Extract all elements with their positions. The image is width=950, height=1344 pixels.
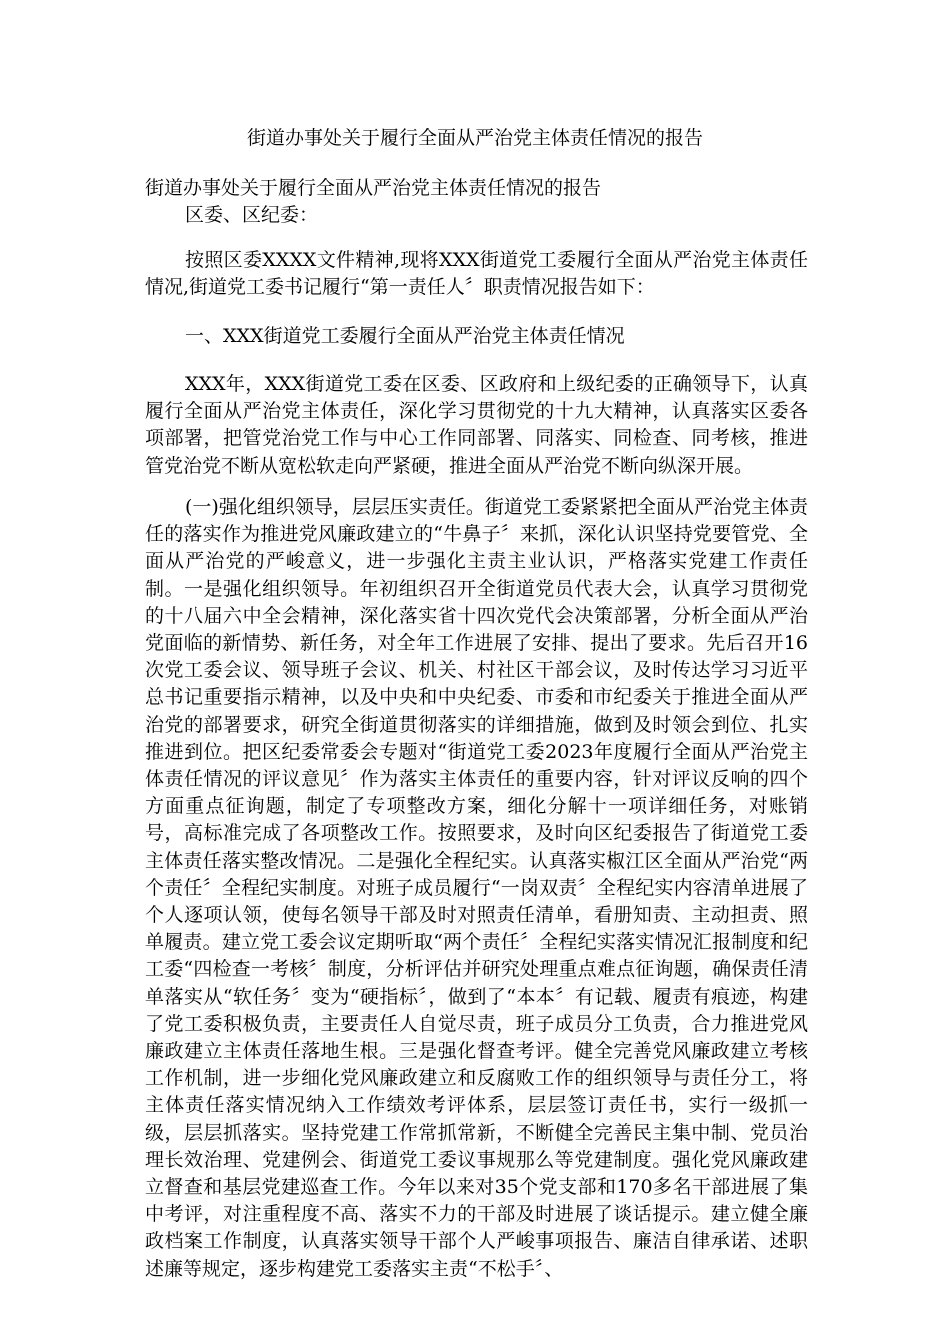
intro-paragraph: 按照区委XXXX文件精神,现将XXX街道党工委履行全面从严治党主体责任情况,街道党工委书记履行“第一责任人〞职责情况报告如下： <box>145 249 808 299</box>
addressee: 区委、区纪委： <box>185 204 319 226</box>
document-title: 街道办事处关于履行全面从严治党主体责任情况的报告 <box>246 127 703 149</box>
section1-paragraph-1: XXX年，XXX街道党工委在区委、区政府和上级纪委的正确领导下，认真履行全面从严治党主体责任，深化学习贯彻党的十九大精神，认真落实区委各项部署，把管党治党工作与中心工作同部署、同落实、同检查、同考核，推进管党治党不断从宽松软走向严紧硬，推进全面从严治党不断向纵深开展。 <box>145 373 808 477</box>
section1-heading: 一、XXX街道党工委履行全面从严治党主体责任情况 <box>185 325 625 347</box>
section1-paragraph-2: (一)强化组织领导，层层压实责任。街道党工委紧紧把全面从严治党主体责任的落实作为推进党风廉政建立的“牛鼻子〞来抓，深化认识坚持党要管党、全面从严治党的严峻意义，进一步强化主责主业认识，严格落实党建工作责任制。一是强化组织领导。年初组织召开全街道党员代表大会，认真学习贯彻党的十八届六中全会精神，深化落实省十四次党代会决策部署，分析全面从严治党面临的新情势、新任务，对全年工作进展了安排、提出了要求。先后召开16次党工委会议、领导班子会议、机关、村社区干部会议，及时传达学习习近平总书记重要指示精神，以及中央和中央纪委、市委和市纪委关于推进全面从严治党的部署要求，研究全街道贯彻落实的详细措施，做到及时领会到位、扎实推进到位。把区纪委常委会专题对“街道党工委2023年度履行全面从严治党主体责任情况的评议意见〞作为落实主体责任的重要内容，针对评议反响的四个方面重点征询题，制定了专项整改方案，细化分解十一项详细任务，对账销号，高标准完成了各项整改工作。按照要求，及时向区纪委报告了街道党工委主体责任落实整改情况。二是强化全程纪实。认真落实椒江区全面从严治党“两个责任〞全程纪实制度。对班子成员履行“一岗双责〞全程纪实内容清单进展了个人逐项认领，使每名领导干部及时对照责任清单，看册知责、主动担责、照单履责。建立党工委会议定期听取“两个责任〞全程纪实落实情况汇报制度和纪工委“四检查一考核〞制度，分析评估并研究处理重点难点征询题，确保责任清单落实从“软任务〞变为“硬指标〞，做到了“本本〞有记载、履责有痕迹，构建了党工委积极负责，主要责任人自觉尽责，班子成员分工负责，合力推进党风廉政建立主体责任落地生根。三是强化督查考评。健全完善党风廉政建立考核工作机制，进一步细化党风廉政建立和反腐败工作的组织领导与责任分工，将主体责任落实情况纳入工作绩效考评体系，层层签订责任书，实行一级抓一级，层层抓落实。坚持党建工作常抓常新，不断健全完善民主集中制、党员治理长效治理、党建例会、街道党工委议事规那么等党建制度。强化党风廉政建立督查和基层党建巡查工作。今年以来对35个党支部和170多名干部进展了集中考评，对注重程度不高、落实不力的干部及时进展了谈话提示。建立健全廉政档案工作制度，认真落实领导干部个人严峻事项报告、廉洁自律承诺、述职述廉等规定，逐步构建党工委落实主责“不松手〞、 <box>145 496 808 1280</box>
repeated-title: 街道办事处关于履行全面从严治党主体责任情况的报告 <box>145 177 602 199</box>
